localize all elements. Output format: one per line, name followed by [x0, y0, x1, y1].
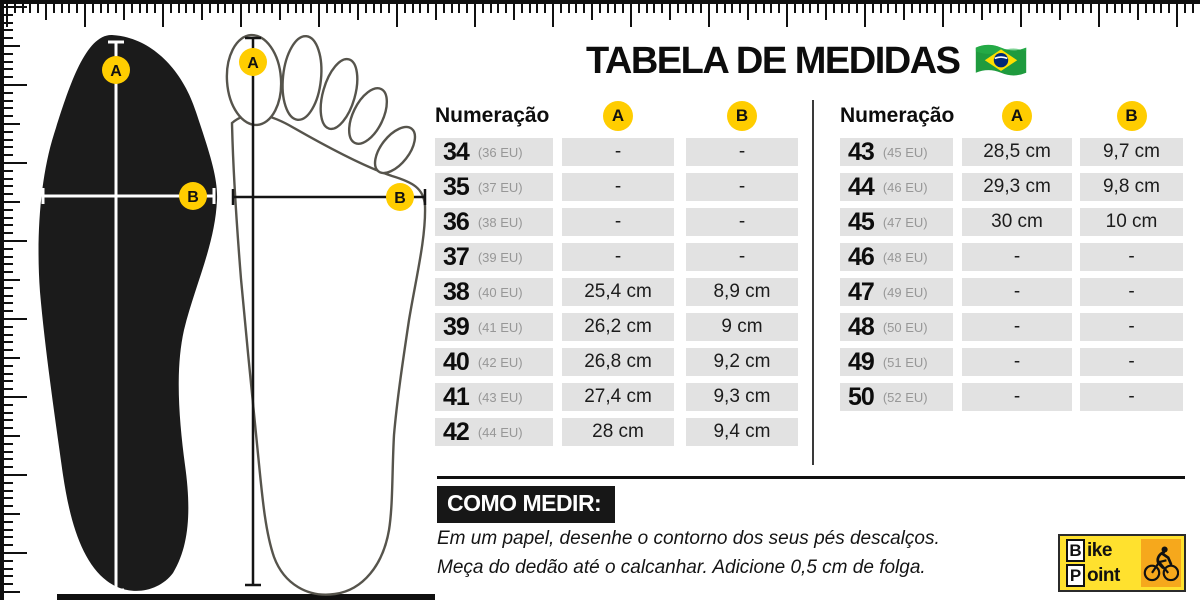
size-eu-label: (51 EU): [882, 354, 928, 370]
value-a: -: [562, 243, 674, 271]
cyclist-icon: [1141, 539, 1181, 587]
logo-letter-b: B: [1066, 539, 1085, 562]
instruction-line-2: Meça do dedão até o calcanhar. Adicione 0,5 cm de folga.: [437, 557, 926, 578]
table-row: [840, 383, 1183, 411]
value-a: 28 cm: [562, 418, 674, 446]
value-a: -: [562, 208, 674, 236]
size-number: 34: [443, 138, 469, 166]
insole-shape: [39, 35, 218, 591]
table-row: [435, 243, 798, 271]
table-row: [435, 348, 798, 376]
value-a: -: [962, 278, 1072, 306]
size-number: 46: [848, 243, 874, 271]
foot-label-a: A: [247, 55, 259, 72]
table-header: [840, 100, 1183, 131]
size-number: 45: [848, 208, 874, 236]
size-cell: [840, 278, 953, 306]
size-number: 37: [443, 243, 469, 271]
value-b: -: [1080, 313, 1183, 341]
size-cell: [840, 348, 953, 376]
value-b: 9 cm: [686, 313, 798, 341]
value-a: 26,2 cm: [562, 313, 674, 341]
value-a: 27,4 cm: [562, 383, 674, 411]
value-a: -: [962, 348, 1072, 376]
value-b: 9,8 cm: [1080, 173, 1183, 201]
table-row: [435, 383, 798, 411]
size-number: 47: [848, 278, 874, 306]
size-cell: [435, 173, 553, 201]
size-eu-label: (44 EU): [477, 424, 523, 440]
top-ruler: [0, 0, 1200, 32]
table-row: [435, 208, 798, 236]
value-b: -: [686, 243, 798, 271]
table-row: [435, 138, 798, 166]
size-eu-label: (36 EU): [477, 144, 523, 160]
size-number: 39: [443, 313, 469, 341]
size-number: 36: [443, 208, 469, 236]
left-ruler: [0, 0, 32, 600]
brazil-flag-icon: [974, 42, 1028, 82]
size-number: 42: [443, 418, 469, 446]
value-a: 29,3 cm: [962, 173, 1072, 201]
value-b: 10 cm: [1080, 208, 1183, 236]
size-cell: [840, 138, 953, 166]
size-table-right: [840, 100, 1183, 418]
size-eu-label: (45 EU): [882, 144, 928, 160]
size-number: 40: [443, 348, 469, 376]
value-a: 30 cm: [962, 208, 1072, 236]
page-title: TABELA DE MEDIDAS: [586, 40, 960, 82]
size-eu-label: (46 EU): [882, 179, 928, 195]
size-eu-label: (50 EU): [882, 319, 928, 335]
value-b: 9,4 cm: [686, 418, 798, 446]
foot-label-b: B: [394, 190, 406, 207]
value-a: 26,8 cm: [562, 348, 674, 376]
section-divider-line: [437, 476, 1185, 479]
size-number: 43: [848, 138, 874, 166]
table-divider: [812, 100, 814, 465]
table-row: [840, 313, 1183, 341]
header: [586, 40, 1028, 83]
logo-letter-p: P: [1066, 564, 1085, 587]
column-header-b-badge: B: [1117, 101, 1147, 131]
size-number: 38: [443, 278, 469, 306]
value-b: -: [686, 138, 798, 166]
value-b: -: [1080, 243, 1183, 271]
column-header-b-badge: B: [727, 101, 757, 131]
value-b: 9,7 cm: [1080, 138, 1183, 166]
size-cell: [435, 138, 553, 166]
size-cell: [435, 418, 553, 446]
logo-word-oint: oint: [1087, 564, 1120, 586]
bikepoint-logo-text: [1063, 539, 1141, 588]
size-cell: [435, 243, 553, 271]
value-a: -: [562, 138, 674, 166]
table-row: [840, 173, 1183, 201]
size-cell: [435, 278, 553, 306]
value-b: -: [1080, 278, 1183, 306]
table-row: [435, 278, 798, 306]
value-a: -: [962, 313, 1072, 341]
size-eu-label: (41 EU): [477, 319, 523, 335]
value-b: 9,2 cm: [686, 348, 798, 376]
column-header-numeracao: Numeração: [840, 103, 955, 127]
table-row: [840, 208, 1183, 236]
size-number: 35: [443, 173, 469, 201]
table-row: [840, 278, 1183, 306]
insole-label-a: A: [110, 63, 122, 80]
size-number: 44: [848, 173, 874, 201]
size-eu-label: (48 EU): [882, 249, 928, 265]
value-b: -: [686, 208, 798, 236]
insole-diagram: [30, 30, 230, 600]
column-header-a-badge: A: [1002, 101, 1032, 131]
table-row: [435, 313, 798, 341]
table-row: [435, 418, 798, 446]
size-eu-label: (52 EU): [882, 389, 928, 405]
value-a: 25,4 cm: [562, 278, 674, 306]
measuring-instructions: [437, 524, 940, 582]
table-row: [840, 243, 1183, 271]
table-row: [840, 138, 1183, 166]
size-cell: [840, 208, 953, 236]
size-eu-label: (42 EU): [477, 354, 523, 370]
value-a: -: [562, 173, 674, 201]
bikepoint-logo: [1058, 534, 1186, 592]
size-table-left: [435, 100, 798, 453]
size-eu-label: (40 EU): [477, 284, 523, 300]
logo-word-ike: ike: [1087, 539, 1112, 561]
size-cell: [840, 383, 953, 411]
size-eu-label: (37 EU): [477, 179, 523, 195]
size-eu-label: (43 EU): [477, 389, 523, 405]
size-eu-label: (49 EU): [882, 284, 928, 300]
size-number: 49: [848, 348, 874, 376]
size-eu-label: (38 EU): [477, 214, 523, 230]
instruction-line-1: Em um papel, desenhe o contorno dos seus pés descalços.: [437, 528, 940, 549]
size-cell: [435, 383, 553, 411]
insole-label-b: B: [187, 189, 199, 206]
table-header: [435, 100, 798, 131]
table-row: [435, 173, 798, 201]
size-number: 50: [848, 383, 874, 411]
value-a: 28,5 cm: [962, 138, 1072, 166]
value-b: -: [686, 173, 798, 201]
value-b: -: [1080, 383, 1183, 411]
value-a: -: [962, 243, 1072, 271]
size-cell: [840, 243, 953, 271]
table-row: [840, 348, 1183, 376]
column-header-numeracao: Numeração: [435, 103, 550, 127]
size-eu-label: (47 EU): [882, 214, 928, 230]
size-number: 48: [848, 313, 874, 341]
value-b: 8,9 cm: [686, 278, 798, 306]
size-eu-label: (39 EU): [477, 249, 523, 265]
foot-outline-diagram: [222, 28, 437, 600]
column-header-a-badge: A: [603, 101, 633, 131]
value-a: -: [962, 383, 1072, 411]
size-cell: [435, 348, 553, 376]
size-cell: [435, 313, 553, 341]
value-b: -: [1080, 348, 1183, 376]
size-cell: [840, 173, 953, 201]
size-number: 41: [443, 383, 469, 411]
size-cell: [840, 313, 953, 341]
size-cell: [435, 208, 553, 236]
como-medir-heading: COMO MEDIR:: [437, 486, 615, 523]
value-b: 9,3 cm: [686, 383, 798, 411]
